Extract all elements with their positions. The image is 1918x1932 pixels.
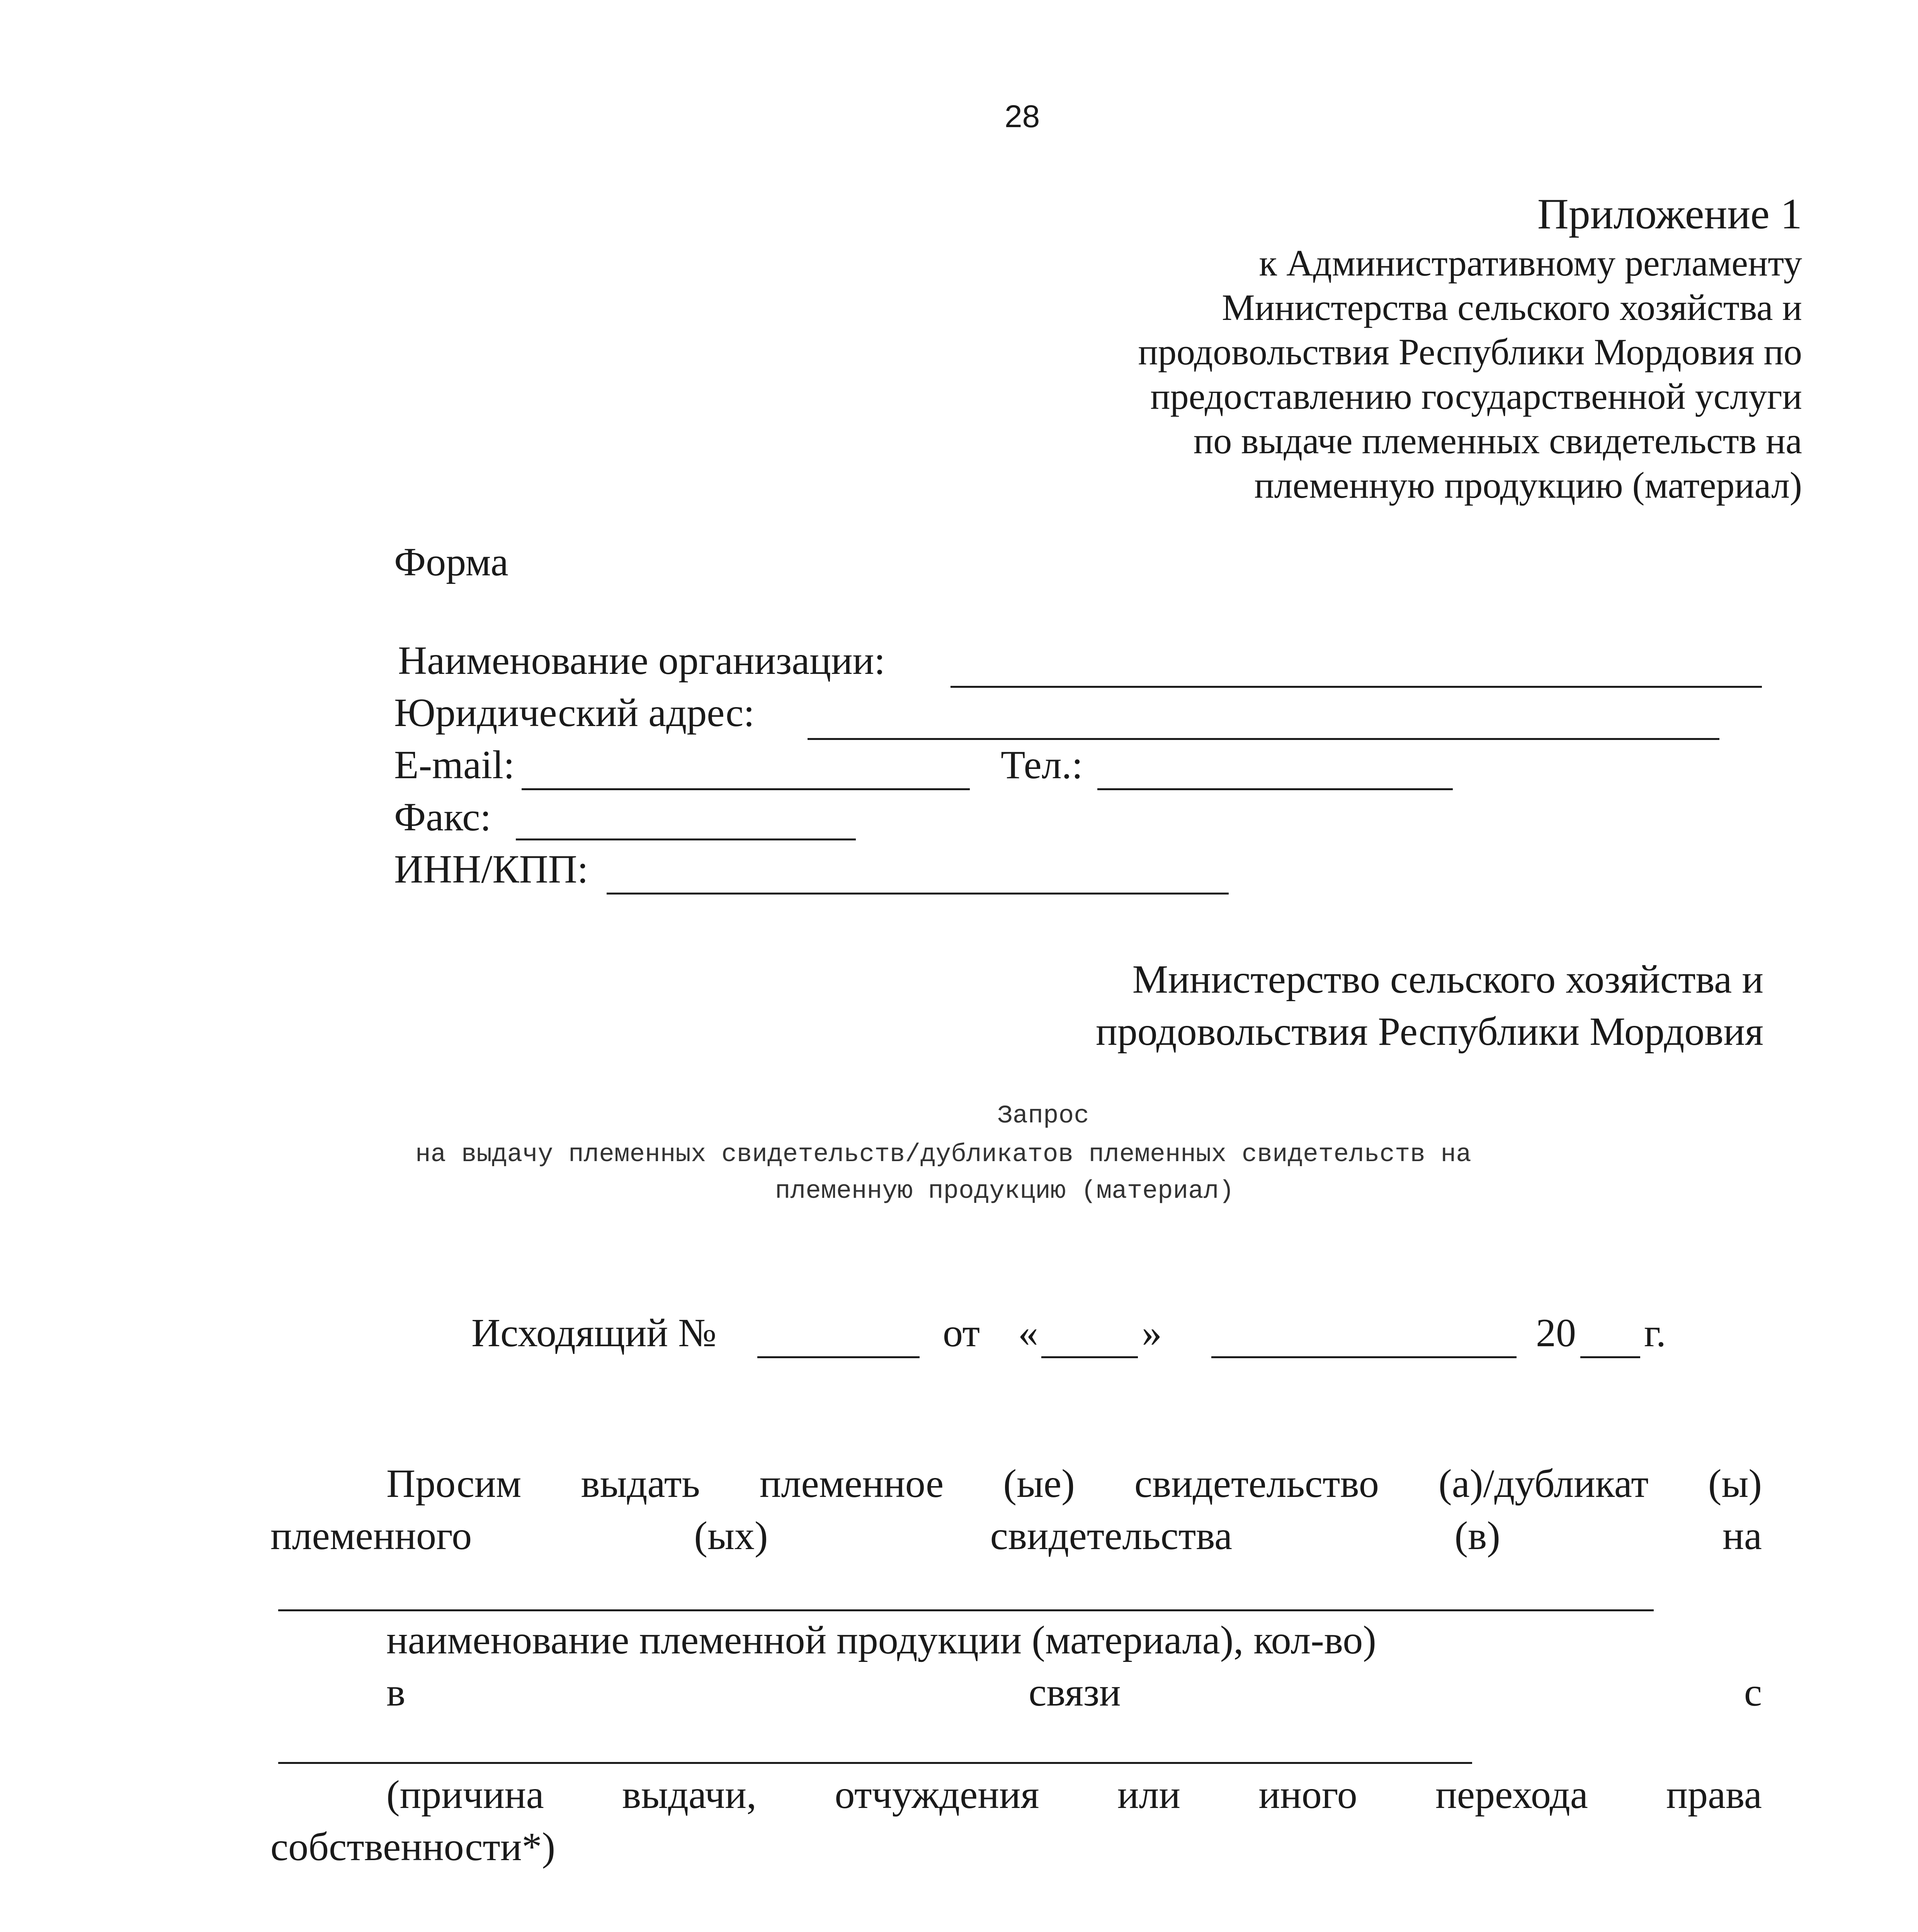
body-word: или (1117, 1772, 1181, 1817)
fax-label: Факс: (394, 795, 491, 839)
outgoing-label: Исходящий № (471, 1311, 717, 1355)
appendix-line-5: по выдаче племенных свидетельств на (1193, 420, 1802, 461)
appendix-line-2: Министерства сельского хозяйства и (1222, 287, 1802, 328)
body-word: племенного (270, 1514, 472, 1558)
body-word: связи (1029, 1670, 1121, 1714)
request-line-2: племенную продукцию (материал) (775, 1177, 1234, 1206)
email-line[interactable] (522, 788, 970, 790)
body-line-1 (386, 1461, 1762, 1507)
body-word: на (1722, 1514, 1762, 1558)
body-word: Просим (386, 1461, 522, 1506)
address-label: Юридический адрес: (394, 690, 755, 735)
year-prefix: 20 (1536, 1311, 1576, 1355)
year-suffix: г. (1644, 1311, 1666, 1355)
reason-line-1 (386, 1772, 1762, 1818)
inn-line[interactable] (607, 893, 1229, 895)
recipient-line-2: продовольствия Республики Мордовия (1096, 1009, 1763, 1054)
form-label: Форма (394, 540, 508, 584)
quote-close: » (1142, 1311, 1162, 1355)
body-word: (ые) (1003, 1461, 1075, 1506)
org-name-line[interactable] (950, 686, 1762, 688)
day-line[interactable] (1041, 1356, 1138, 1358)
outgoing-from: от (943, 1311, 980, 1355)
month-line[interactable] (1211, 1356, 1517, 1358)
body-word: перехода (1435, 1772, 1588, 1817)
org-name-label: Наименование организации: (398, 638, 886, 683)
body-word: в (386, 1670, 406, 1714)
body-word: выдать (581, 1461, 700, 1506)
body-word: права (1666, 1772, 1762, 1817)
outgoing-number-line[interactable] (757, 1356, 920, 1358)
recipient-line-1: Министерство сельского хозяйства и (1132, 957, 1763, 1002)
body-word: иного (1258, 1772, 1357, 1817)
appendix-title: Приложение 1 (1537, 190, 1802, 238)
body-word: (причина (386, 1772, 544, 1817)
appendix-line-3: продовольствия Республики Мордовия по (1138, 331, 1802, 372)
product-caption: наименование племенной продукции (материала), кол-во) (386, 1618, 1376, 1662)
in-connection-line (386, 1669, 1762, 1715)
address-line[interactable] (808, 738, 1719, 740)
reason-line-2: собственности*) (270, 1825, 556, 1869)
body-word: (ы) (1708, 1461, 1762, 1506)
product-line[interactable] (278, 1609, 1654, 1611)
year-line[interactable] (1580, 1356, 1640, 1358)
body-word: (а)/дубликат (1438, 1461, 1649, 1506)
body-word: свидетельства (990, 1514, 1233, 1558)
quote-open: « (1018, 1311, 1038, 1355)
body-word: отчуждения (835, 1772, 1039, 1817)
appendix-line-6: племенную продукцию (материал) (1254, 464, 1802, 506)
body-word: с (1744, 1670, 1762, 1714)
phone-line[interactable] (1097, 788, 1453, 790)
request-title: Запрос (997, 1101, 1089, 1130)
body-word: (в) (1454, 1514, 1500, 1558)
appendix-line-4: предоставлению государственной услуги (1150, 376, 1802, 417)
body-word: (ых) (694, 1514, 768, 1558)
body-word: свидетельство (1134, 1461, 1379, 1506)
request-line-1: на выдачу племенных свидетельств/дубликатов племенных свидетельств на (415, 1140, 1471, 1169)
page-number: 28 (1005, 99, 1040, 134)
body-line-2 (270, 1513, 1762, 1559)
fax-line[interactable] (516, 838, 856, 840)
body-word: выдачи, (622, 1772, 757, 1817)
appendix-line-1: к Административному регламенту (1259, 242, 1802, 284)
inn-label: ИНН/КПП: (394, 847, 588, 891)
reason-line[interactable] (278, 1762, 1472, 1764)
email-label: E-mail: (394, 743, 515, 787)
phone-label: Тел.: (1001, 743, 1083, 787)
body-word: племенное (759, 1461, 944, 1506)
